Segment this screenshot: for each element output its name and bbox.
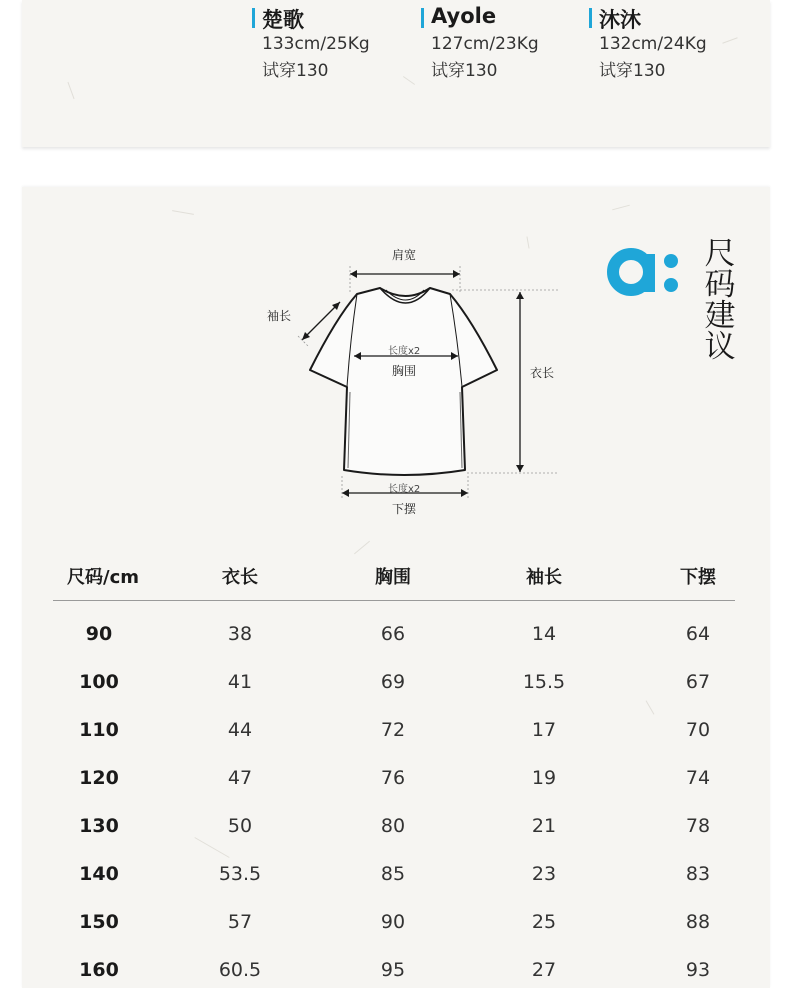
size-cell: 140 [79, 863, 119, 885]
shoulder-label: 肩宽 [392, 248, 417, 262]
chest-cell: 69 [380, 671, 406, 693]
sleeve-cell: 19 [531, 767, 557, 789]
size-cell: 120 [79, 767, 119, 789]
chest-cell: 76 [380, 767, 406, 789]
sleeve-cell: 23 [531, 863, 557, 885]
model-name: Ayole [431, 4, 497, 28]
table-row [22, 815, 770, 863]
chest-cell: 72 [380, 719, 406, 741]
hem-cell: 93 [685, 959, 711, 981]
chest-label: 胸围 [392, 364, 417, 378]
header-divider [53, 600, 735, 601]
model-trial-size: 试穿130 [599, 61, 666, 81]
size-suggestion-title: 尺码建议 [704, 236, 736, 365]
model-stats: 132cm/24Kg [599, 34, 707, 54]
length-cell: 41 [227, 671, 253, 693]
sleeve-cell: 17 [531, 719, 557, 741]
chest-cell: 95 [380, 959, 406, 981]
hem-cell: 67 [685, 671, 711, 693]
table-row [22, 767, 770, 815]
table-row [22, 671, 770, 719]
length-cell: 44 [227, 719, 253, 741]
sleeve-cell: 21 [531, 815, 557, 837]
length-cell: 38 [227, 623, 253, 645]
length-cell: 53.5 [218, 863, 262, 885]
chest-cell: 80 [380, 815, 406, 837]
size-cell: 90 [85, 623, 113, 645]
brand-logo-icon [607, 244, 685, 300]
accent-bar [252, 8, 255, 28]
model-info-card [22, 0, 770, 147]
size-cell: 100 [79, 671, 119, 693]
model-name: 楚歌 [262, 8, 304, 32]
sleeve-label: 袖长 [267, 309, 292, 323]
chest-cell: 90 [380, 911, 406, 933]
paper-fiber [67, 82, 74, 99]
size-guide-card [22, 187, 770, 988]
hem-cell: 78 [685, 815, 711, 837]
model-stats: 127cm/23Kg [431, 34, 539, 54]
paper-fiber [612, 205, 630, 211]
hem-cell: 74 [685, 767, 711, 789]
paper-fiber [722, 37, 737, 43]
sleeve-cell: 15.5 [522, 671, 566, 693]
length-cell: 47 [227, 767, 253, 789]
sleeve-cell: 14 [531, 623, 557, 645]
table-row [22, 719, 770, 767]
sleeve-cell: 27 [531, 959, 557, 981]
paper-fiber [172, 210, 194, 215]
chest-cell: 66 [380, 623, 406, 645]
hem-label: 下摆 [392, 502, 417, 516]
table-row [22, 959, 770, 988]
length-cell: 60.5 [218, 959, 262, 981]
paper-fiber [354, 541, 370, 555]
size-cell: 110 [79, 719, 119, 741]
size-cell: 160 [79, 959, 119, 981]
model-stats: 133cm/25Kg [262, 34, 370, 54]
header-hem: 下摆 [680, 567, 716, 588]
accent-bar [421, 8, 424, 28]
chest-note: 长度x2 [388, 346, 421, 357]
accent-bar [589, 8, 592, 28]
table-row [22, 863, 770, 911]
hem-cell: 70 [685, 719, 711, 741]
paper-fiber [403, 76, 415, 85]
length-cell: 57 [227, 911, 253, 933]
model-trial-size: 试穿130 [431, 61, 498, 81]
hem-note: 长度x2 [388, 484, 421, 495]
hem-cell: 88 [685, 911, 711, 933]
hem-cell: 64 [685, 623, 711, 645]
model-name: 沐沐 [599, 8, 641, 32]
table-row [22, 623, 770, 671]
tshirt-measurement-diagram [262, 232, 582, 522]
size-cell: 130 [79, 815, 119, 837]
header-chest: 胸围 [375, 567, 411, 588]
model-trial-size: 试穿130 [262, 61, 329, 81]
hem-cell: 83 [685, 863, 711, 885]
size-cell: 150 [79, 911, 119, 933]
length-cell: 50 [227, 815, 253, 837]
table-row [22, 911, 770, 959]
header-sleeve: 袖长 [526, 567, 562, 588]
length-label: 衣长 [530, 366, 555, 380]
chest-cell: 85 [380, 863, 406, 885]
sleeve-cell: 25 [531, 911, 557, 933]
header-length: 衣长 [222, 567, 258, 588]
header-size: 尺码/cm [67, 567, 139, 588]
